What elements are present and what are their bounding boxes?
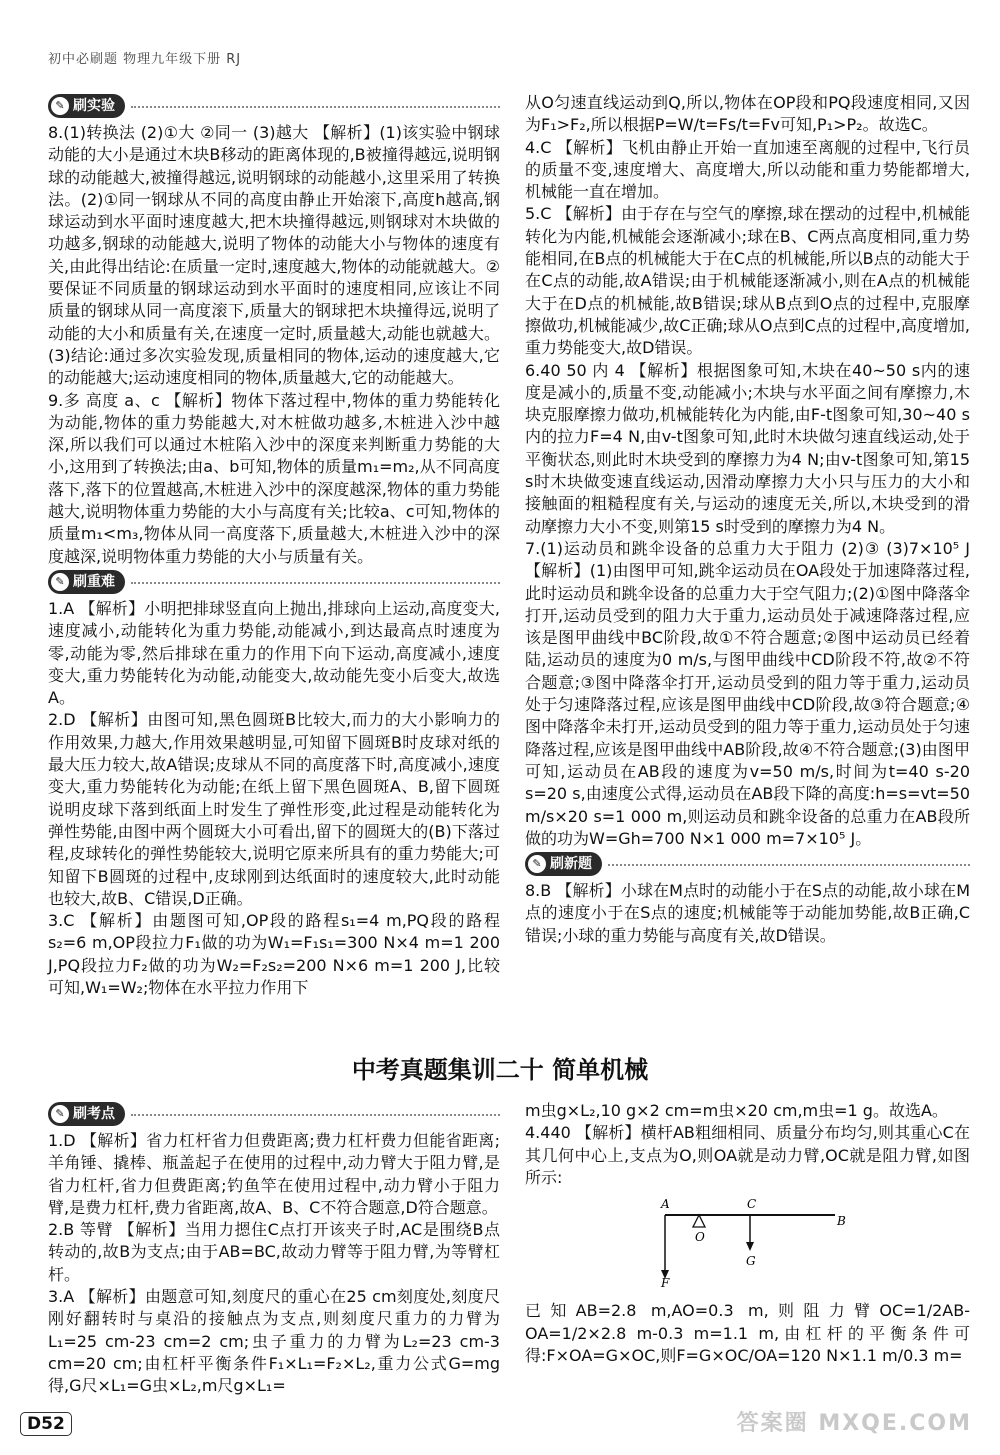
left-column — [48, 92, 500, 999]
section-hard — [48, 568, 500, 598]
section-tag-label: 刷新题 — [550, 855, 592, 872]
arrowhead-g — [746, 1242, 754, 1251]
answer-q8: 8.(1)转换法 (2)①大 ②同一 (3)越大 【解析】(1)该实验中钢球动能的大小是通过木块B移动的距离体现的,B被撞得越远,说明钢球的动能越大,被撞得越远,说明钢球的动能越小,这里采用了转换法。(2)①同一钢球从不同的高度由静止开始滚下,高度h越高,钢球运动到水平面时速度越大,把木块撞得越远,则钢球对木块做的功越多,钢球的动能越大,说明了物体的动能大小与物体的速度有关,由此得出结论:在质量一定时,速度越大,物体的动能就越大。②要保证不同质量的钢球运动到水平面时的速度相同,应该让不同质量的钢球从同一高度滚下,质量大的钢球把木块撞得远,说明了动能的大小和质量有关,在速度一定时,质量越大,动能也就越大。(3)结论:通过多次实验发现,质量相同的物体,运动的速度越大,它的动能越大;运动速度相同的物体,质量越大,它的动能越大。 — [48, 123, 500, 388]
watermark: 答案圈 MXQE.COM — [736, 1411, 972, 1436]
answer-k4-computation: 已知AB=2.8 m,AO=0.3 m,则阻力臂OC=1/2AB-OA=1/2×2.8 m-0.3 m=1.1 m,由杠杆的平衡条件可得:F×OA=G×OC,则F=G×OC/OA=120 N×1.1 m/0.3 m= — [525, 1301, 970, 1366]
answer-h3: 3.C 【解析】由题图可知,OP段的路程s₁=4 m,PQ段的路程s₂=6 m,OP段拉力F₁做的功为W₁=F₁s₁=300 N×4 m=1 200 J,PQ段拉力F₂做的功为W₂=F₂s₂=200 N×6 m=1 200 J,比较可知,W₁=W₂;物体在水平拉力作用下 — [48, 911, 500, 997]
section-tag — [48, 1102, 125, 1126]
answer-k3: 3.A 【解析】由题意可知,刻度尺的重心在25 cm刻度处,刻度尺刚好翻转时与桌沿的接触点为支点,则刻度尺重力的力臂为L₁=25 cm-23 cm=2 cm;虫子重力的力臂为L₂=23 cm-3 cm=20 cm;由杠杆平衡条件F₁×L₁=F₂×L₂,重力公式G=mg得,G尺×L₁=G虫×L₂,m尺g×L₁= — [48, 1287, 500, 1396]
section-points — [48, 1100, 500, 1130]
section-tag-label: 刷重难 — [73, 573, 115, 590]
label-g: G — [746, 1254, 756, 1269]
chapter-title: 中考真题集训二十 简单机械 — [351, 1056, 649, 1084]
page-number: D52 — [20, 1412, 72, 1436]
answer-h3-continued: 从O匀速直线运动到Q,所以,物体在OP段和PQ段速度相同,又因为F₁>F₂,所以根据P=W/t=Fs/t=Fv可知,P₁>P₂。故选C。 — [525, 93, 970, 135]
pencil-icon: ✎ — [528, 855, 546, 873]
section-tag — [525, 852, 602, 876]
right-column — [525, 92, 970, 947]
section-new — [525, 850, 970, 880]
section-tag-label: 刷考点 — [73, 1105, 115, 1122]
running-header: 初中必刷题 物理九年级下册 RJ — [48, 52, 242, 67]
divider — [131, 1114, 500, 1116]
answer-h6: 6.40 50 内 4 【解析】根据图象可知,木块在40~50 s内的速度是减小的,质量不变,动能减小;木块与水平面之间有摩擦力,木块克服摩擦力做功,机械能转化为内能,由F-t图象可知,30~40 s内的拉力F=4 N,由v-t图象可知,此时木块做匀速直线运动,处于平衡状态,则此时木块受到的摩擦力为4 N;由v-t图象可知,第15 s时木块做变速直线运动,因滑动摩擦力大小只与压力的大小和接触面的粗糙程度有关,与运动的速度无关,所以,木块受到的滑动摩擦力大小不变,则第15 s时受到的摩擦力为4 N。 — [525, 360, 970, 536]
right-column-lower — [525, 1100, 970, 1367]
answer-k1: 1.D 【解析】省力杠杆省力但费距离;费力杠杆费力但能省距离;羊角锤、撬棒、瓶盖起子在使用的过程中,动力臂大于阻力臂,是省力杠杆,省力但费距离;钓鱼竿在使用过程中,动力臂小于阻力臂,是费力杠杆,费力省距离,故A、B、C不符合题意,D符合题意。 — [48, 1131, 500, 1217]
section-experiment — [48, 92, 500, 122]
answer-n8: 8.B 【解析】小球在M点时的动能小于在S点的动能,故小球在M点的速度小于在S点的速度;机械能等于动能加势能,故B正确,C错误;小球的重力势能与高度有关,故D错误。 — [525, 881, 970, 945]
answer-h7: 7.(1)运动员和跳伞设备的总重力大于阻力 (2)③ (3)7×10⁵ J 【解析】(1)由图甲可知,跳伞运动员在OA段处于加速降落过程,此时运动员和跳伞设备的总重力大于空气阻力;(2)①图中降落伞打开,运动员受到的阻力大于重力,运动员处于减速降落过程,应该是图甲曲线中BC阶段,故①不符合题意;②图中运动员已经着陆,运动员的速度为0 m/s,与图甲曲线中CD阶段不符,故②不符合题意;③图中降落伞打开,运动员受到的阻力等于重力,运动员处于匀速降落过程,应该是图甲曲线中CD阶段,故③符合题意;④图中降落伞未打开,运动员受到的阻力等于重力,运动员处于匀速降落过程,应该是图甲曲线中AB阶段,故④不符合题意;(3)由图甲可知,运动员在AB段的速度为v=50 m/s,时间为t=40 s-20 s=20 s,由速度公式得,运动员在AB段下降的高度:h=s=vt=50 m/s×20 s=1 000 m,则运动员和跳伞设备的总重力在AB段所做的功为W=Gh=700 N×1 000 m=7×10⁵ J。 — [525, 538, 970, 848]
label-a: A — [661, 1197, 670, 1212]
lever-diagram — [655, 1193, 855, 1288]
fulcrum — [693, 1215, 705, 1227]
pencil-icon: ✎ — [51, 573, 69, 591]
divider — [131, 106, 500, 108]
label-f: F — [661, 1276, 670, 1289]
label-o: O — [695, 1230, 705, 1245]
left-column-lower — [48, 1100, 500, 1398]
answer-h5: 5.C 【解析】由于存在与空气的摩擦,球在摆动的过程中,机械能转化为内能,机械能会逐渐减小;球在B、C两点高度相同,重力势能相同,在B点的机械能大于在C点的机械能,所以B点的动能大于在C点的动能,故A错误;由于机械能逐渐减小,则在A点的机械能大于在D点的机械能,故B错误;球从B点到O点的过程中,克服摩擦做功,机械能减少,故C正确;球从O点到C点的过程中,高度增加,重力势能变大,故D错误。 — [525, 204, 970, 358]
pencil-icon: ✎ — [51, 1105, 69, 1123]
label-c: C — [747, 1197, 757, 1212]
section-tag-label: 刷实验 — [73, 97, 115, 114]
divider — [131, 582, 500, 584]
pencil-icon: ✎ — [51, 97, 69, 115]
answer-q9: 9.多 高度 a、c 【解析】物体下落过程中,物体的重力势能转化为动能,物体的重力势能越大,对木桩做功越多,木桩进入沙中越深,所以我们可以通过木桩陷入沙中的深度来判断重力势能的大小,这用到了转换法;由a、b可知,物体的质量m₁=m₂,从不同高度落下,落下的位置越高,木桩进入沙中的深度越深,物体的重力势能越大,说明物体重力势能的大小与高度有关;比较a、c可知,物体的质量m₁<m₃,物体从同一高度落下,质量越大,木桩进入沙中的深度越深,说明物体重力势能的大小与质量有关。 — [48, 390, 500, 566]
answer-h4: 4.C 【解析】飞机由静止开始一直加速至离舰的过程中,飞行员的质量不变,速度增大、高度增大,所以动能和重力势能都增大,机械能一直在增加。 — [525, 137, 970, 202]
divider — [608, 864, 970, 866]
section-tag — [48, 570, 125, 594]
section-tag — [48, 94, 125, 118]
answer-h1: 1.A 【解析】小明把排球竖直向上抛出,排球向上运动,高度变大,速度减小,动能转化为重力势能,动能减小,到达最高点时速度为零,动能为零,然后排球在重力的作用下向下运动,高度减小,速度变大,重力势能转化为动能,动能变大,故动能先变小后变大,故选A。 — [48, 598, 500, 708]
label-b: B — [837, 1214, 846, 1229]
answer-k2: 2.B 等臂 【解析】当用力摁住C点打开该夹子时,AC是围绕B点转动的,故B为支点;由于AB=BC,故动力臂等于阻力臂,为等臂杠杆。 — [48, 1220, 500, 1284]
answer-k4: 4.440 【解析】横杆AB粗细相同、质量分布均匀,则其重心C在其几何中心上,支点为O,则OA就是动力臂,OC就是阻力臂,如图所示: — [525, 1123, 970, 1187]
answer-k3-continued: m虫g×L₂,10 g×2 cm=m虫×20 cm,m虫=1 g。故选A。 — [525, 1101, 948, 1120]
answer-h2: 2.D 【解析】由图可知,黑色圆斑B比较大,而力的大小影响力的作用效果,力越大,作用效果越明显,可知留下圆斑B时皮球对纸的最大压力较大,故A错误;皮球从不同的高度落下时,高度减小,速度变大,重力势能转化为动能;在纸上留下黑色圆斑A、B,留下圆斑说明皮球下落到纸面上时发生了弹性形变,此过程是动能转化为弹性势能,由图中两个圆斑大小可看出,留下的圆斑大的(B)下落过程,皮球转化的弹性势能较大,说明它原来所具有的重力势能大;可知留下B圆斑的过程中,皮球刚到达纸面时的速度较大,此时动能也较大,故B、C错误,D正确。 — [48, 710, 500, 908]
